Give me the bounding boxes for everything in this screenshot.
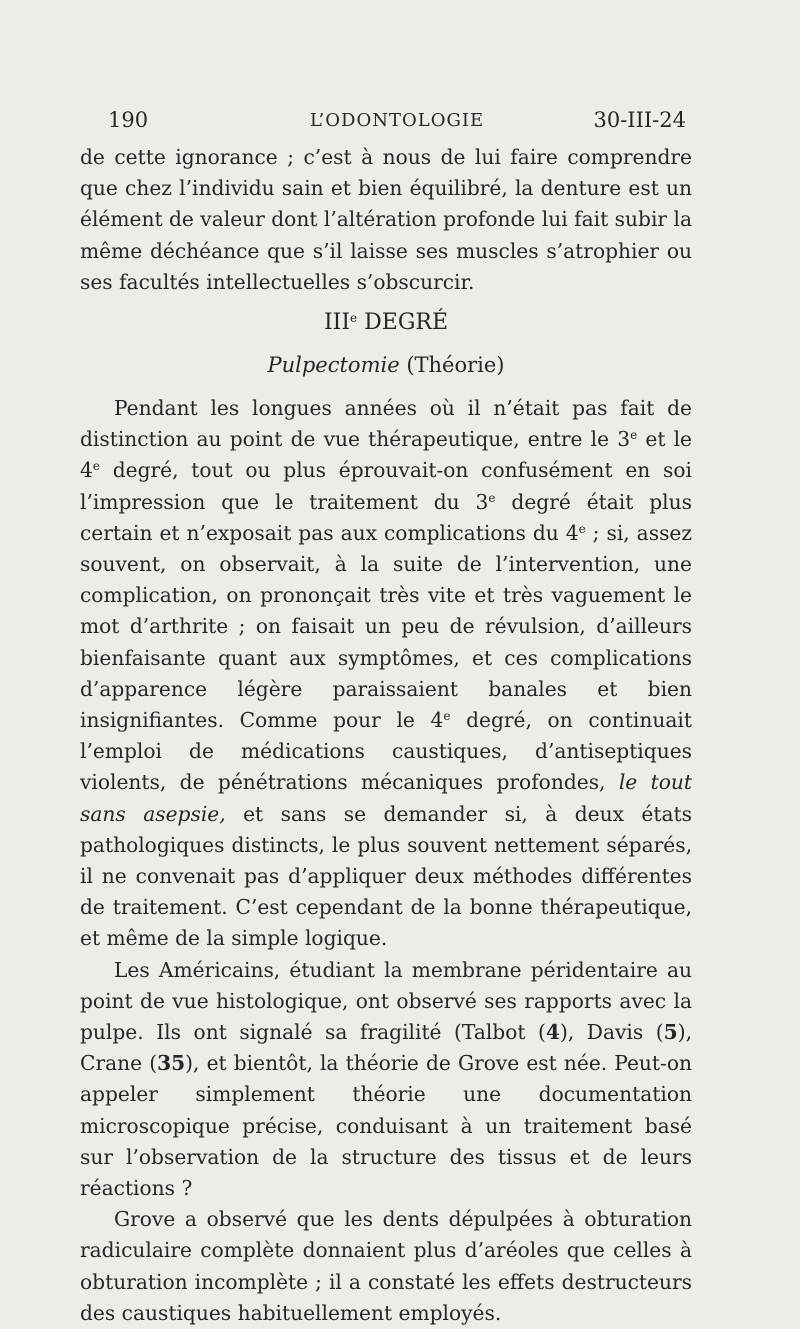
- p2-text-4: ), et bientôt, la théorie de Grove est née. Peut-on appeler simplement théorie une documentation microscopique précise, conduisant à un traitement basé sur l’observation de la structure des tissus et de leurs réactions ?: [80, 1051, 693, 1201]
- p1-italic: le tout sans asepsie,: [80, 770, 692, 826]
- heading-roman: III: [323, 310, 351, 335]
- p1-text-7: et sans se demander si, à deux états pathologiques distincts, le plus souvent nettement séparés, il ne convenait pas d’appliquer deux méthodes différentes de traitement. C’est cependant de la bonne thérapeutique, et même de la simple logique.: [80, 801, 692, 951]
- subheading-rest: (Théorie): [399, 353, 505, 377]
- p1-sup-1: e: [630, 428, 638, 443]
- section-subheading: [80, 350, 692, 380]
- p1-sup-4: e: [578, 521, 586, 536]
- issue-date: 30-III-24: [593, 108, 686, 132]
- p2-ref-3: 35: [157, 1051, 186, 1076]
- p1-text-1: Pendant les longues années où il n’était pas fait de distinction au point de vue thérapeutique, entre le 3: [80, 396, 692, 452]
- p1-text-4: degré était plus certain et n’exposait pas aux complications du 4: [80, 489, 692, 545]
- intro-paragraph: de cette ignorance ; c’est à nous de lui faire comprendre que chez l’individu sain et bien équilibré, la denture est un élément de valeur dont l’altération profonde lui fait subir la même déchéance que s’il laisse ses muscles s’atrophier ou ses facultés intellectuelles s’obscurcir.: [80, 145, 692, 294]
- page-number: 190: [108, 108, 149, 132]
- p1-sup-3: e: [488, 490, 496, 505]
- page-header: [108, 108, 686, 136]
- p1-sup-2: e: [92, 459, 100, 474]
- paragraph-1: [80, 393, 692, 955]
- running-title: L’ODONTOLOGIE: [309, 110, 485, 131]
- p2-ref-2: 5: [663, 1020, 678, 1045]
- p1-text-6: degré, on continuait l’emploi de médications caustiques, d’antiseptiques violents, de pénétrations mécaniques profondes,: [80, 708, 692, 795]
- intro-text: [80, 142, 692, 298]
- p1-sup-5: e: [443, 709, 451, 724]
- p2-text-1: Les Américains, étudiant la membrane péridentaire au point de vue histologique, ont observé ses rapports avec la pulpe. Ils ont signalé sa fragilité (Talbot (: [80, 957, 692, 1045]
- section-heading: [80, 308, 692, 338]
- subheading-italic: Pulpectomie: [267, 353, 400, 377]
- paragraph-2: [80, 955, 692, 1205]
- p2-text-3: ), Crane (: [80, 1020, 693, 1076]
- p2-text-2: ), Davis (: [559, 1020, 664, 1045]
- paragraph-3: Grove a observé que les dents dépulpées à obturation radiculaire complète donnaient plus d’aréoles que celles à obturation incomplète ; il a constaté les effets destructeurs des caustiques habituellement employés.: [80, 1207, 692, 1325]
- p1-text-2: et le 4: [80, 427, 693, 483]
- main-text: [80, 393, 692, 1329]
- p1-text-5: ; si, assez souvent, on observait, à la suite de l’intervention, une complication, on prononçait très vite et très vaguement le mot d’arthrite ; on faisait un peu de révulsion, d’ailleurs bienfaisante quant aux symptômes, et ces complications d’apparence légère paraissaient banales et bien insignifiantes. Comme pour le 4: [80, 520, 693, 733]
- p1-text-3: degré, tout ou plus éprouvait-on confusément en soi l’impression que le traitement du 3: [80, 458, 692, 514]
- p2-ref-1: 4: [545, 1020, 560, 1045]
- heading-sup: e: [350, 311, 358, 325]
- heading-word: DEGRÉ: [357, 310, 449, 335]
